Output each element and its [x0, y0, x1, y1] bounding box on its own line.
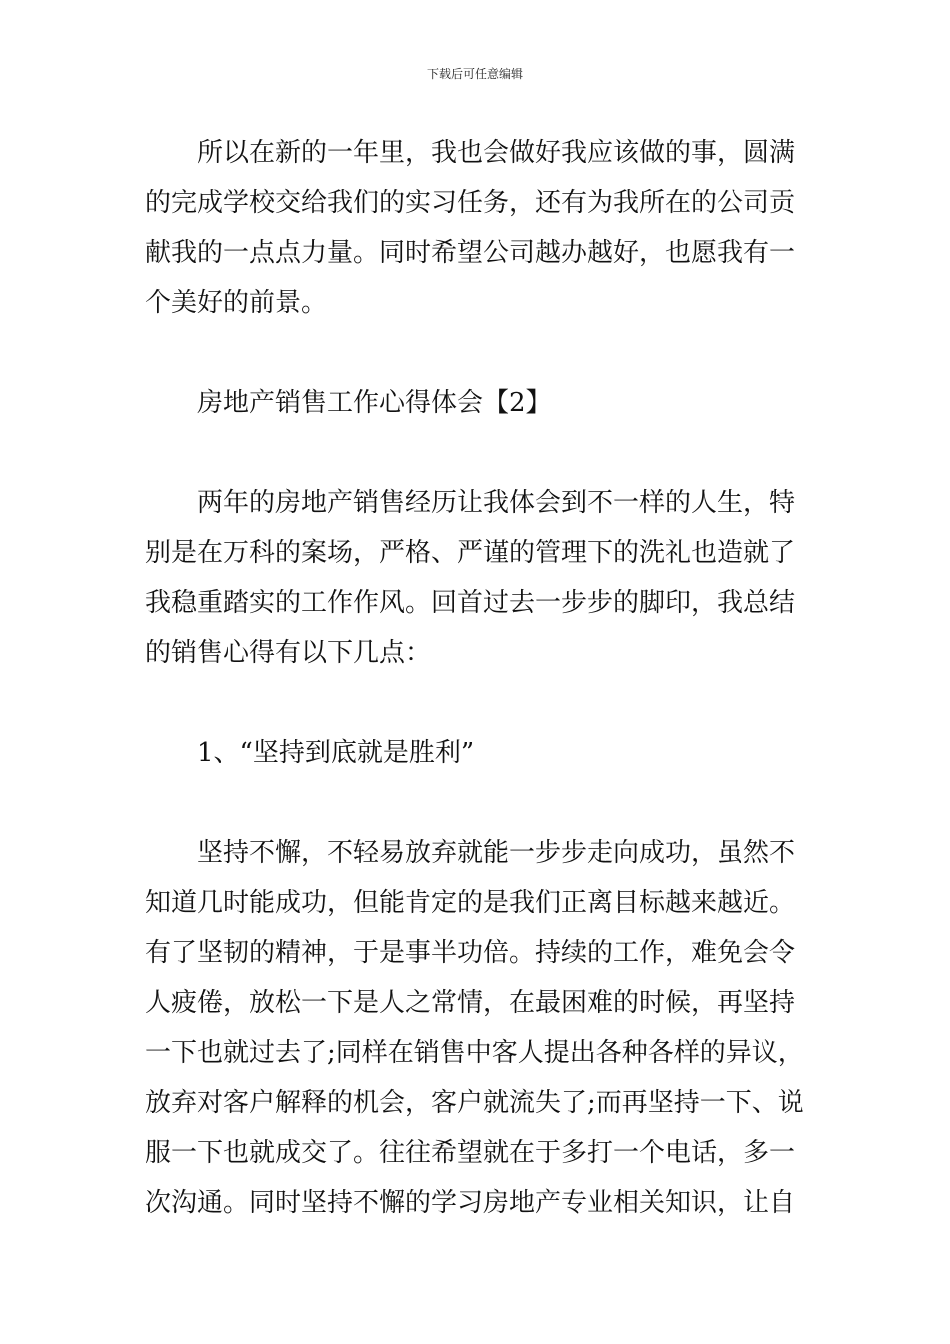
text-line: 献我的一点点力量。同时希望公司越办越好，也愿我有一	[145, 238, 796, 268]
paragraph-gap	[145, 328, 810, 378]
text-line: 有了坚韧的精神，于是事半功倍。持续的工作，难免会令	[145, 938, 796, 968]
section-heading: 房地产销售工作心得体会【2】	[197, 388, 552, 418]
text-line: 放弃对客户解释的机会，客户就流失了;而再坚持一下、说	[145, 1088, 804, 1118]
text-line: 的完成学校交给我们的实习任务，还有为我所在的公司贡	[145, 188, 796, 218]
text-line: 服一下也就成交了。往往希望就在于多打一个电话，多一	[145, 1138, 796, 1168]
point-heading: 1、“坚持到底就是胜利”	[197, 738, 475, 768]
text-line: 人疲倦，放松一下是人之常情，在最困难的时候，再坚持	[145, 988, 796, 1018]
paragraph-gap	[145, 428, 810, 478]
page-header-note: 下载后可任意编辑	[426, 67, 523, 81]
paragraph-persistence	[145, 828, 810, 1228]
text-line: 次沟通。同时坚持不懈的学习房地产专业相关知识，让自	[145, 1188, 796, 1218]
text-line: 个美好的前景。	[145, 288, 328, 318]
document-body	[145, 128, 810, 1228]
text-line: 一下也就过去了;同样在销售中客人提出各种各样的异议，	[145, 1038, 804, 1068]
paragraph-intro	[145, 478, 810, 678]
text-line: 别是在万科的案场，严格、严谨的管理下的洗礼也造就了	[145, 538, 796, 568]
paragraph-gap	[145, 678, 810, 728]
text-line: 我稳重踏实的工作作风。回首过去一步步的脚印，我总结	[145, 588, 796, 618]
paragraph-closing	[145, 128, 810, 328]
text-line: 的销售心得有以下几点：	[145, 638, 432, 668]
text-line: 所以在新的一年里，我也会做好我应该做的事，圆满	[197, 138, 796, 168]
text-line: 知道几时能成功，但能肯定的是我们正离目标越来越近。	[145, 888, 796, 918]
text-line: 坚持不懈，不轻易放弃就能一步步走向成功，虽然不	[197, 838, 796, 868]
paragraph-gap	[145, 778, 810, 828]
text-line: 两年的房地产销售经历让我体会到不一样的人生，特	[197, 488, 796, 518]
